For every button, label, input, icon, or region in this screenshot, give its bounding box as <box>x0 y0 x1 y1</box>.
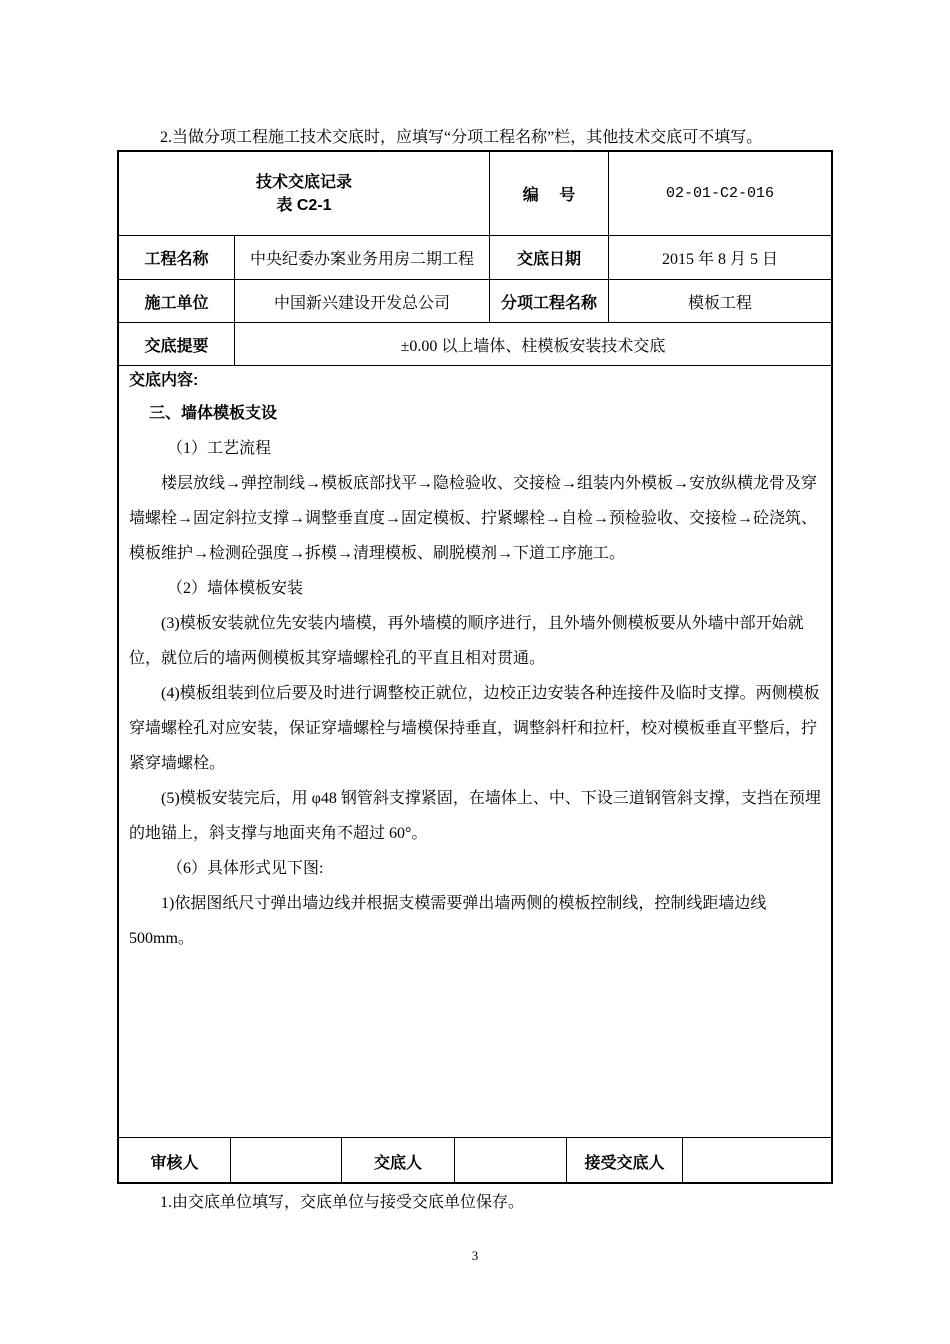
summary-label: 交底提要 <box>144 337 209 355</box>
receiver-field[interactable] <box>683 1138 831 1184</box>
unit-label: 施工单位 <box>144 294 209 312</box>
item-1: （1）工艺流程 <box>167 440 272 457</box>
project-name-value: 中央纪委办案业务用房二期工程 <box>249 251 474 268</box>
summary-value: ±0.00 以上墙体、柱模板安装技术交底 <box>400 337 666 355</box>
disclosure-content <box>129 366 825 956</box>
reviewer-label: 审核人 <box>150 1154 199 1172</box>
top-note: 2.当做分项工程施工技术交底时，应填写“分项工程名称”栏，其他技术交底可不填写。 <box>160 129 763 146</box>
section-heading: 三、墙体模板支设 <box>149 405 278 422</box>
unit-value: 中国新兴建设开发总公司 <box>273 294 450 312</box>
content-label: 交底内容: <box>129 372 199 389</box>
date-label: 交底日期 <box>516 251 581 268</box>
discloser-field[interactable] <box>455 1138 566 1184</box>
process-flow: 楼层放线→弹控制线→模板底部找平→隐检验收、交接检→组装内外模板→安放纵横龙骨及穿墙螺栓→固定斜拉支撑→调整垂直度→固定模板、拧紧螺栓→自检→预检验收、交接检→砼浇筑、模板维护→检测砼强度→拆模→清理模板、刷脱模剂→下道工序施工。 <box>129 475 818 562</box>
paragraph-6: 1)依据图纸尺寸弹出墙边线并根据支模需要弹出墙两侧的模板控制线，控制线距墙边线500mm。 <box>129 895 767 947</box>
subproject-value: 模板工程 <box>687 294 752 312</box>
page-number: 3 <box>471 1248 479 1263</box>
bottom-note: 1.由交底单位填写，交底单位与接受交底单位保存。 <box>160 1194 525 1211</box>
project-name-label: 工程名称 <box>144 251 209 268</box>
number-label: 编 号 <box>522 187 576 204</box>
subproject-label: 分项工程名称 <box>500 294 597 312</box>
paragraph-4: (4)模板组装到位后要及时进行调整校正就位，边校正边安装各种连接件及临时支撑。两侧模板穿墙螺栓孔对应安装，保证穿墙螺栓与墙模保持垂直，调整斜杆和拉杆，校对模板垂直平整后，拧紧穿墙螺栓。 <box>129 685 820 772</box>
disclosure-record-table <box>117 150 833 1184</box>
paragraph-5: (5)模板安装完后，用 φ48 钢管斜支撑紧固，在墙体上、中、下设三道钢管斜支撑，支挡在预埋的地锚上，斜支撑与地面夹角不超过 60°。 <box>129 790 821 842</box>
number-value: 02-01-C2-016 <box>665 185 775 202</box>
record-title-line2: 表 C2-1 <box>276 196 332 214</box>
receiver-label: 接受交底人 <box>584 1154 665 1172</box>
paragraph-3: (3)模板安装就位先安装内墙模，再外墙模的顺序进行，且外墙外侧模板要从外墙中部开始就位，就位后的墙两侧模板其穿墙螺栓孔的平直且相对贯通。 <box>129 615 804 667</box>
discloser-label: 交底人 <box>373 1154 422 1172</box>
reviewer-field[interactable] <box>231 1138 341 1184</box>
date-value: 2015 年 8 月 5 日 <box>661 251 778 268</box>
item-6: （6）具体形式见下图: <box>167 860 324 877</box>
record-title <box>119 152 489 235</box>
record-title-line1: 技术交底记录 <box>255 173 352 191</box>
item-2: （2）墙体模板安装 <box>167 580 304 597</box>
